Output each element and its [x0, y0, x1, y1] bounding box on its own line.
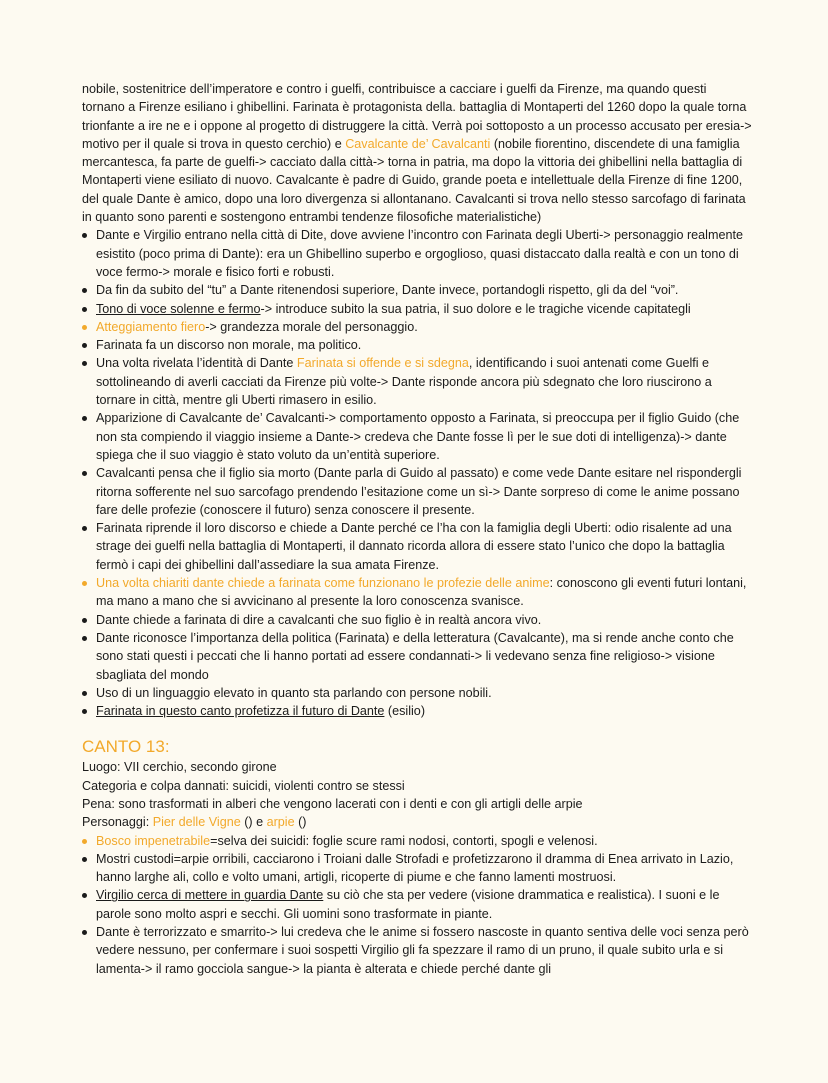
bullet-icon [82, 839, 87, 844]
bullet-icon [82, 361, 87, 366]
canto-categoria: Categoria e colpa dannati: suicidi, violenti contro se stessi [82, 778, 405, 793]
canto-personaggi: Personaggi: Pier delle Vigne () e arpie () [82, 815, 307, 830]
bullet-icon [82, 307, 87, 312]
highlight-cavalcante: Cavalcante de’ Cavalcanti [345, 136, 491, 151]
list-item: Dante riconosce l’importanza della politica (Farinata) e della letteratura (Cavalcante), ma si rende anche conto che sono stati questi i peccati che li hanno portati ad essere condannati-> li vedevano senza fine religioso-> visione sbagliata del mondo [82, 629, 752, 684]
bullet-icon [82, 930, 87, 935]
list-item: Farinata riprende il loro discorso e chiede a Dante perché ce l’ha con la famiglia degli Uberti: odio risalente ad una strage dei guelfi nella battaglia di Montaperti, il dannato ricorda allora di essere stato l’unico che dopo la battaglia fermò i capi dei ghibellini dall’assediare la sua amata Firenze. [82, 519, 752, 574]
list-item: Dante è terrorizzato e smarrito-> lui credeva che le anime si fossero nascoste in quanto sentiva delle voci senza però vedere nessuno, per confermare i suoi sospetti Virgilio gli fa spezzare il ramo di un pruno, il quale subito urla e si lamenta-> il ramo gocciola sangue-> la pianta è alterata e chiede perché dante gli [82, 923, 752, 978]
intro-paragraph: nobile, sostenitrice dell’imperatore e contro i guelfi, contribuisce a cacciare i guelfi da Firenze, ma quando questi tornano a Firenze esiliano i ghibellini. Farinata è protagonista della. battaglia di Montaperti del 1260 dopo la quale torna trionfante a ire ne e i oppone al progetto di distruggere la città. Verrà poi sottoposto a un processo accusato per eresia-> motivo per il quale si trova in questo cerchio) e Cavalcante de’ Cavalcanti (nobile fiorentino, discendete di una famiglia mercantesca, fa parte de guelfi-> cacciato dalla città-> torna in patria, ma dopo la vittoria dei ghibellini nella battaglia di Montaperti viene esiliato di nuovo. Cavalcante è padre di Guido, grande poeta e intellettuale della Firenze di fine 1200, del quale Dante è amico, dopo una loro divergenza si allontanano. Cavalcanti si trova nello stesso sarcofago di farinata in quanto sono parenti e sostengono entrambi tendenze filosofiche materialistiche) [82, 82, 752, 225]
canto-pena: Pena: sono trasformati in alberi che vengono lacerati con i denti e con gli artigli delle arpie [82, 796, 583, 811]
bullet-icon [82, 857, 87, 862]
list-item: Virgilio cerca di mettere in guardia Dante su ciò che sta per vedere (visione drammatica e realistica). I suoni e le parole sono molto aspri e secchi. Gli uomini sono trasformate in piante. [82, 886, 752, 923]
list-item: Farinata in questo canto profetizza il futuro di Dante (esilio) [82, 702, 752, 720]
bullet-list-canto13 [82, 832, 752, 978]
list-item: Bosco impenetrabile=selva dei suicidi: foglie scure rami nodosi, contorti, spogli e velenosi. [82, 832, 752, 850]
document-page [82, 80, 752, 978]
bullet-icon [82, 416, 87, 421]
bullet-icon [82, 709, 87, 714]
canto-13-heading: CANTO 13: [82, 737, 170, 757]
bullet-icon [82, 233, 87, 238]
bullet-icon [82, 691, 87, 696]
bullet-icon [82, 471, 87, 476]
list-item: Da fin da subito del “tu” a Dante ritenendosi superiore, Dante invece, portandogli rispetto, gli da del “voi”. [82, 281, 752, 299]
list-item: Tono di voce solenne e fermo-> introduce subito la sua patria, il suo dolore e le tragiche vicende capitategli [82, 300, 752, 318]
bullet-icon [82, 288, 87, 293]
bullet-icon [82, 618, 87, 623]
list-item: Uso di un linguaggio elevato in quanto sta parlando con persone nobili. [82, 684, 752, 702]
list-item: Cavalcanti pensa che il figlio sia morto (Dante parla di Guido al passato) e come vede Dante esitare nel rispondergli ritorna sofferente nel suo sarcofago prendendo l’esitazione come un sì-> Dante sorpreso di come le anime possano fare delle profezie (conoscere il futuro) senza conoscere il presente. [82, 464, 752, 519]
list-item: Dante chiede a farinata di dire a cavalcanti che suo figlio è in realtà ancora vivo. [82, 611, 752, 629]
bullet-icon [82, 343, 87, 348]
canto-luogo: Luogo: VII cerchio, secondo girone [82, 760, 277, 775]
list-item: Mostri custodi=arpie orribili, cacciarono i Troiani dalle Strofadi e profetizzarono il dramma di Enea arrivato in Lazio, hanno larghe ali, collo e volto umani, artigli, ricoperte di piume e che fanno lamenti mostruosi. [82, 850, 752, 887]
list-item: Atteggiamento fiero-> grandezza morale del personaggio. [82, 318, 752, 336]
bullet-list-canto10 [82, 226, 752, 720]
bullet-icon [82, 526, 87, 531]
bullet-icon [82, 636, 87, 641]
list-item: Apparizione di Cavalcante de’ Cavalcanti-> comportamento opposto a Farinata, si preoccupa per il figlio Guido (che non sta compiendo il viaggio insieme a Dante-> credeva che Dante fosse lì per le sue doti di intelligenza)-> dante spiega che il suo viaggio è stato voluto da un’entità superiore. [82, 409, 752, 464]
bullet-icon [82, 325, 87, 330]
bullet-icon [82, 581, 87, 586]
list-item: Farinata fa un discorso non morale, ma politico. [82, 336, 752, 354]
list-item: Dante e Virgilio entrano nella città di Dite, dove avviene l’incontro con Farinata degli Uberti-> personaggio realmente esistito (poco prima di Dante): era un Ghibellino superbo e orgoglioso, quasi distaccato dalla realtà e con un tono di voce fermo-> morale e fisico forti e robusti. [82, 226, 752, 281]
list-item: Una volta chiariti dante chiede a farinata come funzionano le profezie delle anime: conoscono gli eventi futuri lontani, ma mano a mano che si avvicinano al presente la loro conoscenza svanisce. [82, 574, 752, 611]
list-item: Una volta rivelata l’identità di Dante Farinata si offende e si sdegna, identificando i suoi antenati come Guelfi e sottolineando di averli cacciati da Firenze più volte-> Dante risponde ancora più sdegnato che loro riuscirono a tornare in città, mentre gli Uberti rimasero in esilio. [82, 354, 752, 409]
bullet-icon [82, 893, 87, 898]
